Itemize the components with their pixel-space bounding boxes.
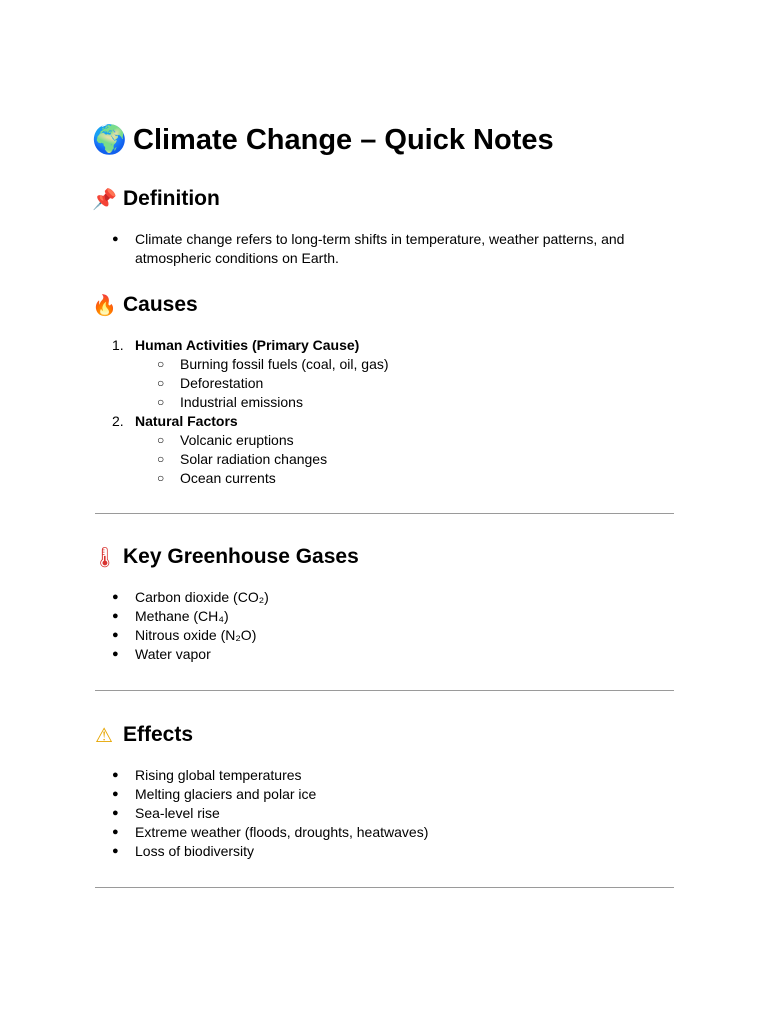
fire-icon: 🔥: [92, 293, 117, 317]
list-item: [92, 412, 652, 488]
sub-list-item: [135, 431, 652, 450]
effects-heading: [92, 720, 193, 750]
list-item: [92, 766, 652, 785]
list-number: 2.: [112, 413, 124, 429]
section-divider: [95, 690, 674, 691]
list-item-text: Loss of biodiversity: [135, 843, 255, 859]
circle-bullet-icon: ○: [157, 452, 165, 466]
bullet-icon: ●: [112, 788, 119, 800]
list-item-text: Rising global temperatures: [135, 767, 302, 783]
sub-list-item: [135, 355, 652, 374]
circle-bullet-icon: ○: [157, 357, 165, 371]
sub-list: [135, 355, 652, 412]
gases-heading-text: Key Greenhouse Gases: [123, 545, 359, 568]
list-item: [92, 626, 652, 645]
list-item-label: Human Activities (Primary Cause): [135, 337, 360, 353]
list-item: [92, 842, 652, 861]
list-item: [92, 230, 652, 268]
causes-list: [92, 336, 652, 488]
sub-list-item: [135, 469, 652, 488]
list-item-label: Natural Factors: [135, 413, 238, 429]
list-item: [92, 804, 652, 823]
sub-list-item-text: Ocean currents: [180, 470, 276, 486]
list-item-text: Nitrous oxide (N₂O): [135, 627, 257, 643]
bullet-icon: ●: [112, 826, 119, 838]
list-item-text: Melting glaciers and polar ice: [135, 786, 317, 802]
sub-list-item-text: Industrial emissions: [180, 394, 303, 410]
page-title-text: Climate Change – Quick Notes: [133, 124, 554, 156]
section-divider: [95, 513, 674, 514]
list-item-text: Water vapor: [135, 646, 211, 662]
list-item-text: Extreme weather (floods, droughts, heatwaves): [135, 824, 429, 840]
effects-heading-text: Effects: [123, 723, 194, 746]
causes-heading-text: Causes: [123, 293, 198, 316]
gases-heading: [92, 542, 359, 572]
sub-list-item: [135, 393, 652, 412]
effects-list: [92, 766, 652, 861]
sub-list-item-text: Volcanic eruptions: [180, 432, 294, 448]
bullet-icon: ●: [112, 629, 119, 641]
circle-bullet-icon: ○: [157, 471, 165, 485]
bullet-icon: ●: [112, 648, 119, 660]
definition-heading-text: Definition: [123, 187, 220, 210]
sub-list-item: [135, 450, 652, 469]
circle-bullet-icon: ○: [157, 395, 165, 409]
list-item: [92, 645, 652, 664]
bullet-icon: ●: [112, 233, 119, 245]
list-item: [92, 588, 652, 607]
bullet-icon: ●: [112, 610, 119, 622]
section-divider: [95, 887, 674, 888]
definition-heading: [92, 184, 220, 214]
pushpin-icon: 📌: [92, 187, 117, 211]
circle-bullet-icon: ○: [157, 433, 165, 447]
causes-heading: [92, 290, 198, 320]
list-item-text: Climate change refers to long-term shifts in temperature, weather patterns, and atmospheric conditions on Earth.: [135, 231, 625, 266]
bullet-icon: ●: [112, 845, 119, 857]
gases-list: [92, 588, 652, 664]
bullet-icon: ●: [112, 807, 119, 819]
bullet-icon: ●: [112, 591, 119, 603]
list-item-text: Carbon dioxide (CO₂): [135, 589, 269, 605]
list-item: [92, 785, 652, 804]
list-item: [92, 823, 652, 842]
list-number: 1.: [112, 337, 124, 353]
page-title: [92, 120, 554, 160]
globe-icon: 🌍: [92, 123, 127, 156]
thermometer-icon: 🌡: [92, 545, 118, 569]
circle-bullet-icon: ○: [157, 376, 165, 390]
sub-list-item-text: Solar radiation changes: [180, 451, 328, 467]
sub-list-item-text: Deforestation: [180, 375, 264, 391]
list-item: [92, 607, 652, 626]
warning-icon: ⚠: [95, 723, 113, 747]
sub-list: [135, 431, 652, 488]
sub-list-item-text: Burning fossil fuels (coal, oil, gas): [180, 356, 389, 372]
definition-list: [92, 230, 652, 268]
list-item-text: Sea-level rise: [135, 805, 220, 821]
sub-list-item: [135, 374, 652, 393]
list-item-text: Methane (CH₄): [135, 608, 229, 624]
bullet-icon: ●: [112, 769, 119, 781]
list-item: [92, 336, 652, 412]
